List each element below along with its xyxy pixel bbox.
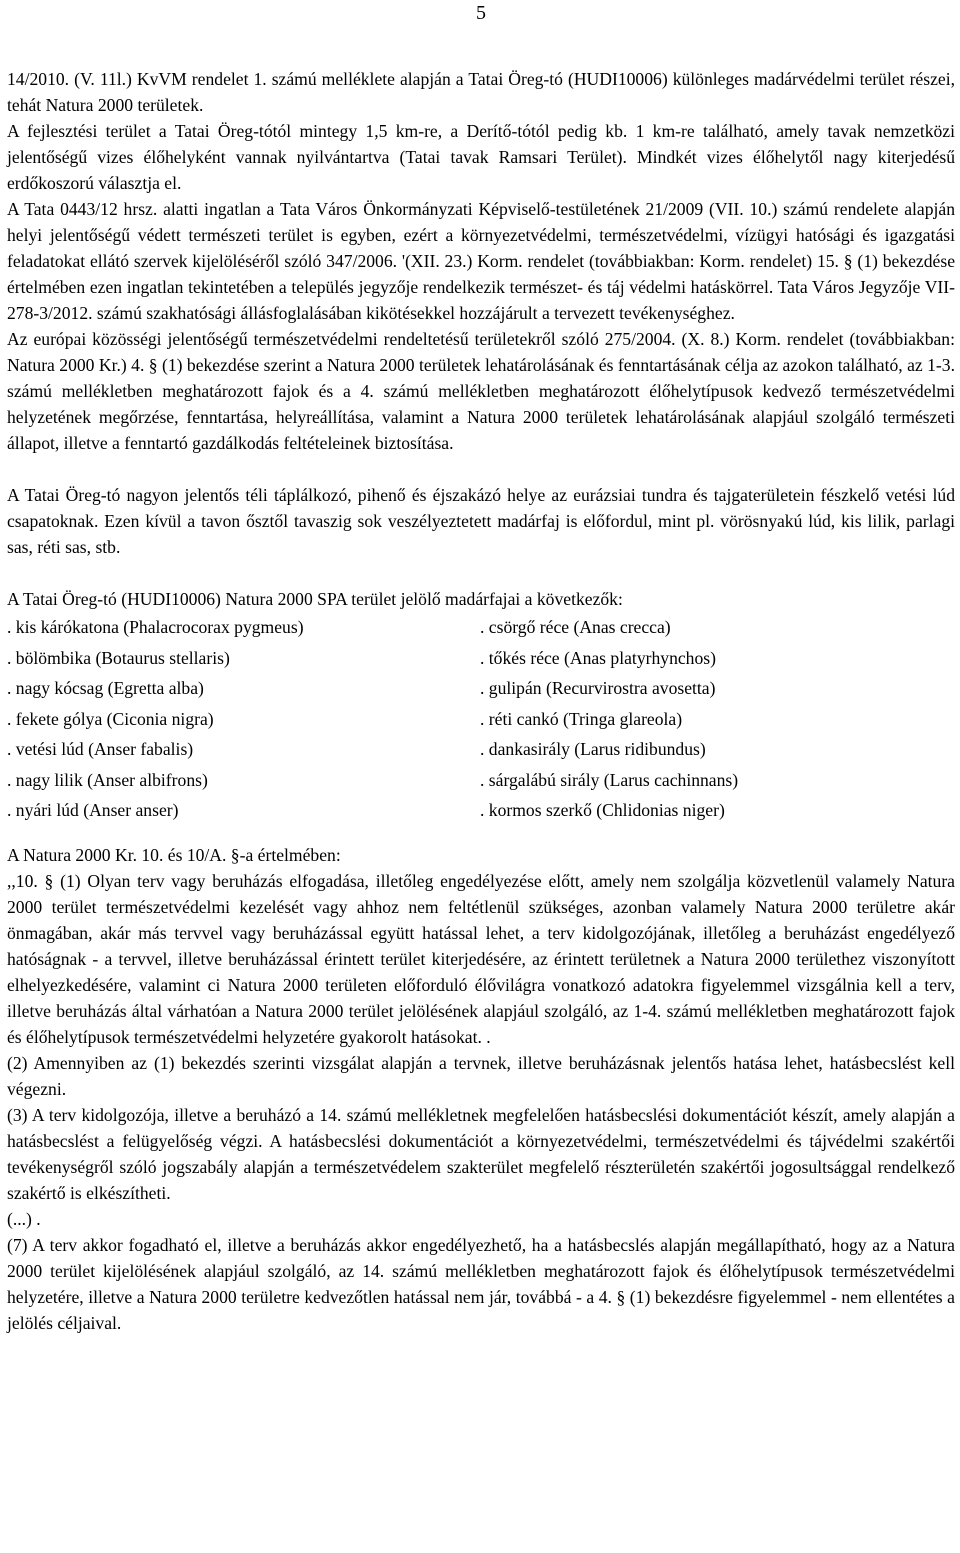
spacer [7,826,955,842]
natura-section-10-1: ,,10. § (1) Olyan terv vagy beruházás elfogadása, illetőleg engedélyezése előtt, amely nem szolgálja közvetlenül valamely Natura 2000 terület természetvédelmi kezelését vagy ahhoz nem feltétlenül szükséges, azonban valamely Natura 2000 területre akár önmagában, akár más tervvel vagy beruházással együtt hatással lehet, a terv kidolgozójának, illetőleg a beruházást engedélyező hatóságnak - a tervvel, illetve beruházással érintett terület kiterjedésére, az érintett területnek a Natura 2000 területhez viszonyított elhelyezkedésére, valamint ci Natura 2000 területen előforduló élővilágra vonatkozó adatokra figyelemmel vizsgálnia kell a terv, illetve beruházás által várhatóan a Natura 2000 terület jelölésének alapjául szolgáló, az 1-4. számú mellékletben meghatározott fajok és élőhelytípusok természetvédelmi helyzetére gyakorolt hatásokat. . [7,870,955,1047]
species-item: . tőkés réce (Anas platyrhynchos) [480,647,716,668]
intro-paragraph-2: A fejlesztési terület a Tatai Öreg-tótól mintegy 1,5 km-re, a Derítő-tótól pedig kb. 1 km-re található, amely tavak nemzetközi jelentőségű vizes élőhelyként vannak nyilvántartva (Tatai tavak Ramsari Terület). Mindkét vizes élőhelytől nagy kiterjedésű erdőkoszorú választja el. [7,121,955,193]
natura-heading: A Natura 2000 Kr. 10. és 10/A. §-a értelmében: [7,844,341,865]
intro-paragraph-4: Az európai közösségi jelentőségű természetvédelmi rendeltetésű területekről szóló 275/2004. (X. 8.) Korm. rendelet (továbbiakban: Natura 2000 Kr.) 4. § (1) bekezdése szerint a Natura 2000 területek lehatárolásának és fenntartásának célja az azokon található, az 1-3. számú mellékletben meghatározott fajok és a 4. számú mellékletben meghatározott élőhelytípusok kedvező természetvédelmi helyzetének megőrzése, fenntartása, helyreállítása, valamint a Natura 2000 területek lehatárolásának alapjául szolgáló természeti állapot, illetve a fenntartó gazdálkodás feltételeinek biztosítása. [7,329,955,453]
species-item: . dankasirály (Larus ridibundus) [480,739,706,759]
species-item: . fekete gólya (Ciconia nigra) [7,708,214,729]
species-item: . kis kárókatona (Phalacrocorax pygmeus) [7,617,304,637]
species-heading: A Tatai Öreg-tó (HUDI10006) Natura 2000 SPA terület jelölő madárfajai a következők: [7,589,623,609]
natura-section-10-7: (7) A terv akkor fogadható el, illetve a beruházás akkor engedélyezhető, ha a hatásbecslés alapján megállapítható, hogy az a Natura 2000 terület kijelölésének alapjául szolgáló, az 14. számú mellékletben meghatározott fajok és élőhelytípusok természetvédelmi helyzetére, illetve a Natura 2000 területre kedvezőtlen hatással nem jár, továbbá - a 4. § (1) bekezdésre figyelemmel - nem ellentétes a jelölés céljaival. [7,1234,955,1333]
species-item: . csörgő réce (Anas crecca) [480,617,671,637]
species-list [7,612,955,826]
species-item: . sárgalábú sirály (Larus cachinnans) [480,769,739,790]
species-item: . réti cankó (Tringa glareola) [480,708,683,729]
species-item: . nagy lilik (Anser albifrons) [7,769,208,790]
natura-ellipsis: (...) . [7,1208,41,1229]
document-body [7,66,955,1336]
species-item: . gulipán (Recurvirostra avosetta) [480,678,716,698]
spacer [7,456,955,482]
natura-section-10-3: (3) A terv kidolgozója, illetve a beruházó a 14. számú mellékletnek megfelelően hatásbecslési dokumentációt készít, amely alapján a hatásbecslést a felügyelőség végzi. A hatásbecslési dokumentációt a környezetvédelmi, természetvédelmi és tájvédelmi szakértői tevékenységről szóló jogszabály alapján a természetvédelem szakterület megfelelő részterületén szakértői jogosultsággal rendelkező szakértő is elkészítheti. [7,1104,955,1203]
species-item: . bölömbika (Botaurus stellaris) [7,647,230,668]
species-item: . nyári lúd (Anser anser) [7,800,179,820]
species-item: . kormos szerkő (Chlidonias niger) [480,800,725,820]
intro-paragraph-3: A Tata 0443/12 hrsz. alatti ingatlan a Tata Város Önkormányzati Képviselő-testületének 21/2009 (VII. 10.) számú rendelete alapján helyi jelentőségű védett természeti terület is egyben, ezért a környezetvédelmi, természetvédelmi, vízügyi hatósági és igazgatási feladatokat ellátó szervek kijelöléséről szóló 347/2006. '(XII. 23.) Korm. rendelet (továbbiakban: Korm. rendelet) 15. § (1) bekezdése értelmében ezen ingatlan tekintetében a település jegyzője rendelkezik természet- és táj védelmi hatáskörrel. Tata Város Jegyzője VII-278-3/2012. számú szakhatósági állásfoglalásában kikötésekkel hozzájárult a tervezett tevékenységhez. [7,199,955,323]
spacer [7,560,955,586]
birds-paragraph: A Tatai Öreg-tó nagyon jelentős téli táplálkozó, pihenő és éjszakázó helye az eurázsiai tundra és tajgaterületein fészkelő vetési lúd csapatoknak. Ezen kívül a tavon ősztől tavaszig sok veszélyeztetett madárfaj is előfordul, mint pl. vörösnyakú lúd, kis lilik, parlagi sas, réti sas, stb. [7,485,955,557]
page-number: 5 [476,2,486,24]
intro-paragraph-1: 14/2010. (V. 11l.) KvVM rendelet 1. számú melléklete alapján a Tatai Öreg-tó (HUDI10006) különleges madárvédelmi terület részei, tehát Natura 2000 területek. [7,69,955,115]
natura-section-10-2: (2) Amennyiben az (1) bekezdés szerinti vizsgálat alapján a tervnek, illetve beruházásnak jelentős hatása lehet, hatásbecslést kell végezni. [7,1052,955,1099]
species-item: . nagy kócsag (Egretta alba) [7,678,204,698]
species-item: . vetési lúd (Anser fabalis) [7,739,194,759]
